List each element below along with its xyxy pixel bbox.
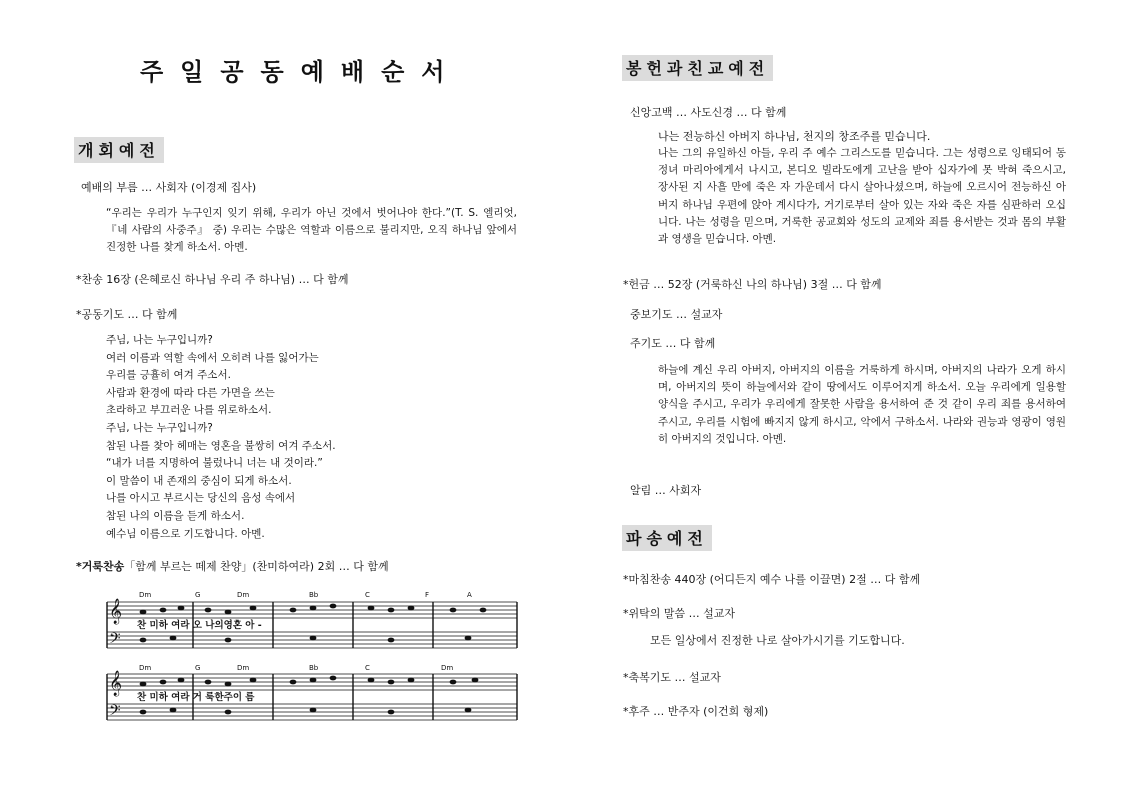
score-lyrics-row-2: 찬 미하 여라 거 룩한주이 름 (137, 692, 255, 703)
section-header-offering: 봉헌과친교예전 (622, 55, 773, 81)
svg-text:A: A (467, 591, 472, 599)
announcements-line: 알림 … 사회자 (630, 484, 702, 497)
sanctus-label: *거룩찬송 (76, 560, 125, 573)
prayer-line: 사람과 환경에 따라 다른 가면을 쓰는 (106, 386, 275, 399)
svg-text:𝄞: 𝄞 (109, 671, 123, 696)
opening-hymn: *찬송 16장 (은혜로신 하나님 우리 주 하나님) … 다 함께 (76, 273, 349, 286)
svg-text:Dm: Dm (139, 591, 152, 599)
prayer-text (106, 332, 336, 543)
section-header-sending: 파송예전 (622, 525, 712, 551)
svg-text:𝄢: 𝄢 (109, 702, 121, 723)
svg-text:C: C (365, 664, 370, 672)
sanctus-hymn (76, 558, 389, 574)
lords-prayer-line: 주기도 … 다 함께 (630, 337, 716, 350)
sanctus-detail: 「함께 부르는 떼제 찬양」(찬미하여라) 2회 … 다 함께 (124, 560, 389, 573)
creed-text: 나는 그의 유일하신 아들, 우리 주 예수 그리스도를 믿습니다. 그는 성령으로 잉태되어 동정녀 마리아에게서 나시고, 본디오 빌라도에게 고난을 받아 십자가에 못 박혀 죽으시고, 장사된 지 사흘 만에 죽은 자 가운데서 다시 살아나셨으며, 하늘에 오르시어 전능하신 아버지 하나님 우편에 앉아 계시다가, 거기로부터 살아 있는 자와 죽은 자를 심판하러 오십니다. 나는 성령을 믿으며, 거룩한 공교회와 성도의 교제와 죄를 용서받는 것과 몸의 부활과 영생을 믿습니다. 아멘. (658, 147, 1066, 246)
call-text: “우리는 우리가 누구인지 잊기 위해, 우리가 아닌 것에서 벗어나야 한다.”(T. S. 엘리엇, 『네 사람의 사중주』 중) 우리는 수많은 역할과 이름으로 불리지만, 오직 하나님 앞에서 진정한 나를 찾게 하소서. 아멘. (106, 207, 517, 254)
svg-text:C: C (365, 591, 370, 599)
prayer-line: 나를 아시고 부르시는 당신의 음성 속에서 (106, 492, 296, 505)
prayer-line: 초라하고 부끄러운 나를 위로하소서. (106, 404, 272, 417)
lords-prayer-text: 하늘에 계신 우리 아버지, 아버지의 이름을 거룩하게 하시며, 아버지의 나라가 오게 하시며, 아버지의 뜻이 하늘에서와 같이 땅에서도 이루어지게 하소서. 오늘 우리에게 일용할 양식을 주시고, 우리가 우리에게 잘못한 사람을 용서하여 준 것 같이 우리 죄를 용서하여 주시고, 우리를 시험에 빠지지 않게 하시고, 악에서 구하소서. 나라와 권능과 영광이 영원히 아버지의 것입니다. 아멘. (658, 364, 1066, 445)
creed-line: 신앙고백 … 사도신경 … 다 함께 (630, 106, 787, 119)
svg-text:Bb: Bb (309, 664, 319, 672)
svg-text:G: G (195, 664, 201, 672)
hymn-score (103, 588, 521, 730)
section-header-opening: 개회예전 (74, 137, 164, 163)
offering-line: *헌금 … 52장 (거룩하신 나의 하나님) 3절 … 다 함께 (623, 278, 882, 291)
svg-text:Dm: Dm (441, 664, 454, 672)
intercession-line: 중보기도 … 설교자 (630, 308, 723, 321)
svg-text:𝄢: 𝄢 (109, 630, 121, 651)
closing-hymn: *마침찬송 440장 (어디든지 예수 나를 이끌면) 2절 … 다 함께 (623, 573, 921, 586)
commission-line: *위탁의 말씀 … 설교자 (623, 607, 735, 620)
prayer-line: 예수님 이름으로 기도합니다. 아멘. (106, 527, 265, 540)
prayer-line: 참된 나의 이름을 듣게 하소서. (106, 509, 245, 522)
prayer-line: 여러 이름과 역할 속에서 오히려 나를 잃어가는 (106, 351, 319, 364)
svg-text:Bb: Bb (309, 591, 319, 599)
benediction-line: *축복기도 … 설교자 (623, 671, 721, 684)
postlude-line: *후주 … 반주자 (이건희 형제) (623, 705, 769, 718)
call-to-worship: 예배의 부름 … 사회자 (이경제 집사) (81, 181, 257, 194)
commission-text: 모든 일상에서 진정한 나로 살아가시기를 기도합니다. (650, 634, 905, 647)
score-lyrics-row-1: 찬 미하 여라 오 나의영혼 아 - (137, 620, 262, 631)
svg-text:Dm: Dm (139, 664, 152, 672)
svg-text:𝄞: 𝄞 (109, 599, 123, 624)
common-prayer: *공동기도 … 다 함께 (76, 308, 178, 321)
prayer-line: 참된 나를 찾아 헤매는 영혼을 불쌍히 여겨 주소서. (106, 439, 336, 452)
prayer-line: “내가 너를 지명하여 불렀나니 너는 내 것이라.” (106, 457, 323, 470)
creed-first-line: 나는 전능하신 아버지 하나님, 천지의 창조주를 믿습니다. (658, 130, 931, 143)
page-title: 주일공동예배순서 (140, 58, 462, 86)
prayer-line: 주님, 나는 누구입니까? (106, 421, 213, 434)
svg-text:Dm: Dm (237, 591, 250, 599)
prayer-line: 이 말씀이 내 존재의 중심이 되게 하소서. (106, 474, 292, 487)
prayer-line: 우리를 긍휼히 여겨 주소서. (106, 369, 231, 382)
svg-text:Dm: Dm (237, 664, 250, 672)
svg-text:G: G (195, 591, 201, 599)
prayer-line: 주님, 나는 누구입니까? (106, 334, 213, 346)
svg-text:F: F (425, 591, 430, 599)
